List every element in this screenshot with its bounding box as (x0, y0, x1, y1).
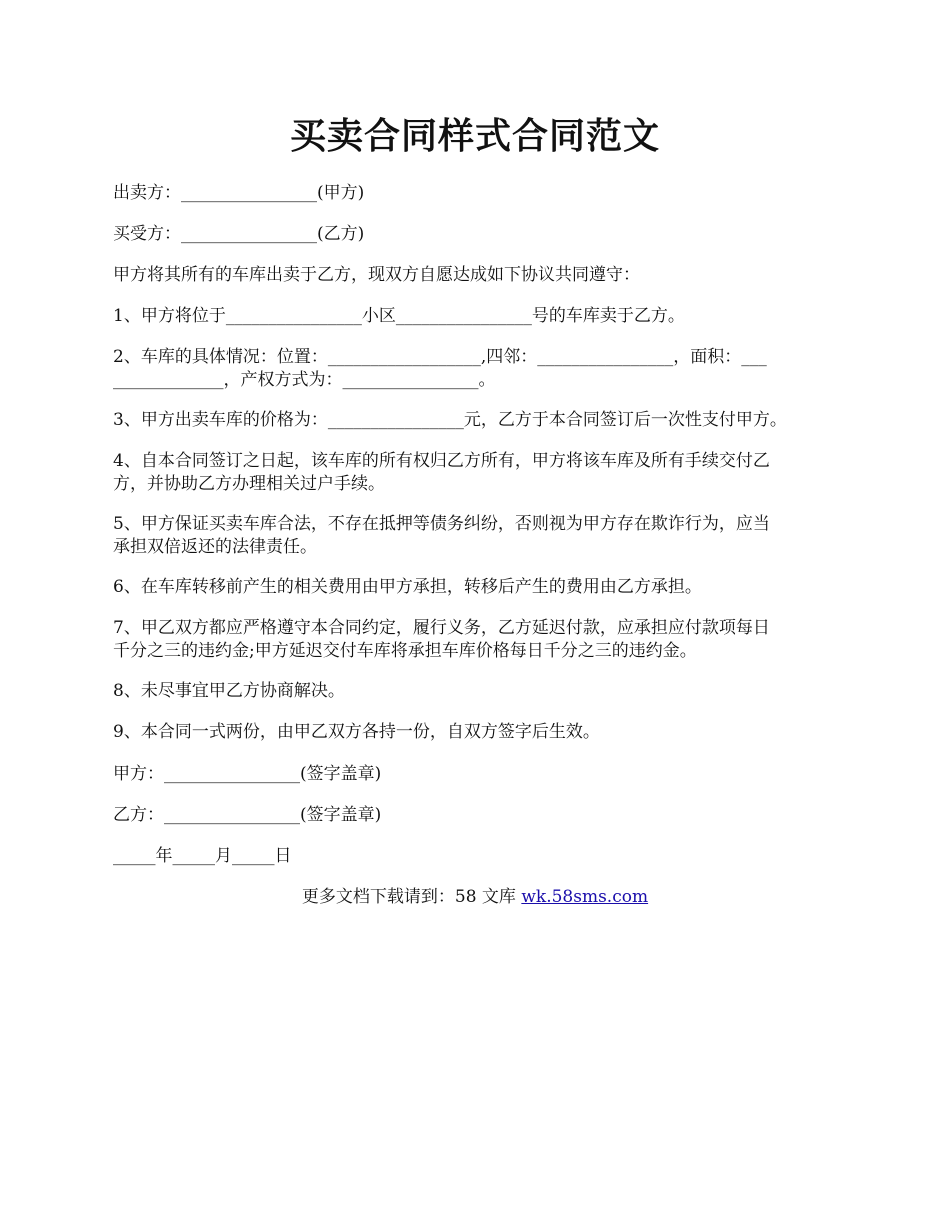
footer (0, 886, 950, 909)
clause-4: 4、自本合同签订之日起，该车库的所有权归乙方所有，甲方将该车库及所有手续交付乙 方，并协助乙方办理相关过户手续。 (113, 451, 770, 494)
date-line: _____年_____月_____日 (113, 846, 292, 866)
seller-line: 出卖方：________________(甲方) (113, 183, 365, 203)
clause-5: 5、甲方保证买卖车库合法，不存在抵押等债务纠纷，否则视为甲方存在欺诈行为，应当 承担双倍返还的法律责任。 (113, 514, 770, 557)
clause-8: 8、未尽事宜甲乙方协商解决。 (113, 681, 345, 701)
party-b-signature: 乙方：________________(签字盖章) (113, 805, 382, 825)
party-a-signature: 甲方：________________(签字盖章) (113, 764, 382, 784)
footer-text: 更多文档下载请到：58 文库 (301, 887, 522, 907)
footer-link[interactable]: wk.58sms.com (521, 887, 649, 907)
document-title: 买卖合同样式合同范文 (289, 115, 660, 157)
clause-9: 9、本合同一式两份，由甲乙双方各持一份，自双方签字后生效。 (113, 722, 600, 742)
intro-paragraph: 甲方将其所有的车库出卖于乙方，现双方自愿达成如下协议共同遵守： (113, 265, 640, 285)
buyer-line: 买受方：________________(乙方) (113, 224, 365, 244)
clause-2: 2、车库的具体情况：位置：__________________,四邻：________________，面积：___ _____________，产权方式为：________________。 (113, 347, 767, 390)
clause-3: 3、甲方出卖车库的价格为：________________元，乙方于本合同签订后一次性支付甲方。 (113, 410, 787, 430)
clause-6: 6、在车库转移前产生的相关费用由甲方承担，转移后产生的费用由乙方承担。 (113, 577, 702, 597)
clause-1: 1、甲方将位于________________小区________________号的车库卖于乙方。 (113, 306, 685, 326)
clause-7: 7、甲乙双方都应严格遵守本合同约定，履行义务，乙方延迟付款，应承担应付款项每日 千分之三的违约金;甲方延迟交付车库将承担车库价格每日千分之三的违约金。 (113, 618, 770, 661)
